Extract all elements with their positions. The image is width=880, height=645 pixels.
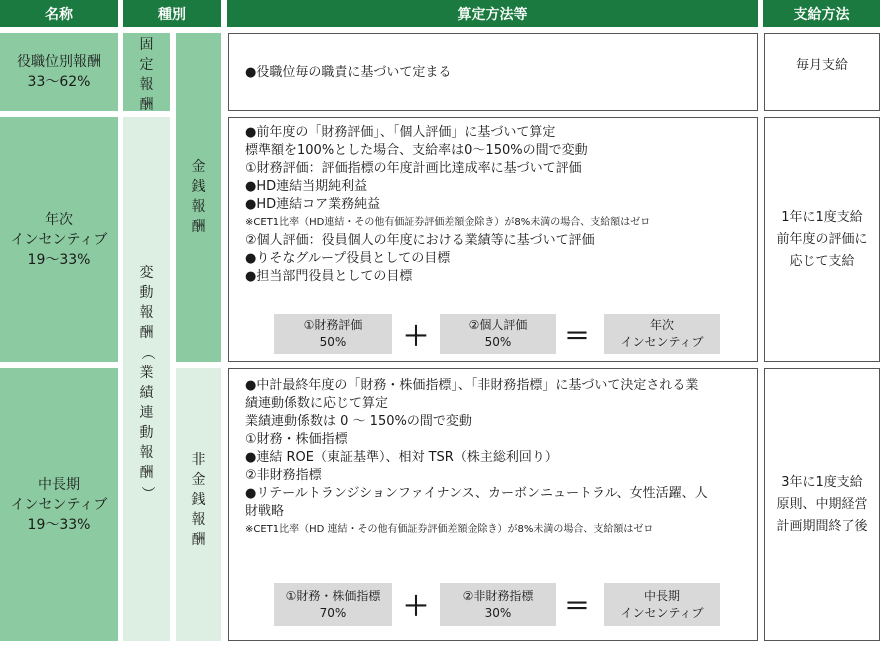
formula-result-line: インセンティブ bbox=[620, 335, 704, 349]
monetary-type-char: 金 bbox=[191, 159, 206, 175]
row2-method-note: ※CET1比率（HD連結・その他有価証券評価差額金除き）が8%未満の場合、支給額はゼロ bbox=[245, 217, 651, 228]
variable-type-char: 報 bbox=[139, 445, 154, 461]
row3-method-line: ●リテールトランジションファイナンス、カーボンニュートラル、女性活躍、人 bbox=[245, 486, 708, 501]
formula-weight: 50% bbox=[484, 335, 512, 349]
row3-method-line: ●中計最終年度の「財務・株価指標」、「非財務指標」に基づいて決定される業 bbox=[245, 378, 699, 393]
plus-operator bbox=[400, 314, 432, 354]
row2-method-line: ●前年度の「財務評価」、「個人評価」に基づいて算定 bbox=[245, 125, 556, 140]
row3-name bbox=[0, 368, 118, 641]
header-method-label: 算定方法等 bbox=[457, 6, 528, 23]
header-type-label: 種別 bbox=[158, 6, 186, 23]
row3-name-line: インセンティブ bbox=[10, 496, 108, 513]
annual-formula-result bbox=[604, 314, 720, 354]
variable-type-char: 績 bbox=[139, 385, 154, 401]
fixed-type-char: 固 bbox=[139, 37, 154, 53]
row2-method-line: ●HD連結コア業務純益 bbox=[245, 197, 381, 212]
row2-payment-line: 1年に1度支給 bbox=[781, 209, 863, 225]
row1-payment-line: 毎月支給 bbox=[795, 58, 848, 73]
variable-type-char: 報 bbox=[139, 305, 154, 321]
midterm-formula-result bbox=[604, 583, 720, 626]
variable-type-char: 酬 bbox=[139, 325, 154, 341]
row1-name bbox=[0, 33, 118, 111]
row3-method-line: 業績連動係数は 0 〜 150%の間で変動 bbox=[245, 414, 472, 429]
monetary-type-char: 銭 bbox=[191, 179, 206, 195]
formula-weight: 70% bbox=[319, 605, 347, 620]
row1-method-line: ●役職位毎の職責に基づいて定まる bbox=[245, 65, 452, 80]
row2-name-percent: 19〜33% bbox=[27, 251, 91, 268]
non-monetary-type-char: 報 bbox=[191, 512, 206, 528]
row3-method-line: 財戦略 bbox=[245, 504, 285, 519]
monetary-type-cell bbox=[176, 33, 221, 362]
variable-type-char: 連 bbox=[139, 405, 154, 421]
row3-name-percent: 19〜33% bbox=[27, 516, 91, 533]
row2-payment-line: 前年度の評価に bbox=[776, 231, 868, 247]
non-monetary-type-char: 酬 bbox=[191, 532, 206, 548]
formula-weight: 50% bbox=[319, 335, 347, 349]
row2-payment-line: 応じて支給 bbox=[789, 253, 855, 269]
monetary-type-char: 報 bbox=[191, 199, 206, 215]
row2-name bbox=[0, 117, 118, 362]
row2-method-line: ①財務評価：評価指標の年度計画比達成率に基づいて評価 bbox=[245, 161, 582, 176]
equals-sign: ＝ bbox=[563, 321, 590, 352]
formula-result-line: 中長期 bbox=[643, 588, 680, 603]
row2-method-line: ●HD連結当期純利益 bbox=[245, 179, 368, 194]
row2-method-line: ●りそなグループ役員としての目標 bbox=[245, 251, 451, 266]
formula-label: ②個人評価 bbox=[468, 318, 528, 332]
row3-method-line: ●連結 ROE（東証基準）、相対 TSR（株主総利回り） bbox=[245, 450, 558, 465]
row1-name-percent: 33〜62% bbox=[27, 74, 91, 90]
variable-type-char: 酬 bbox=[139, 465, 154, 481]
row3-payment-line: 原則、中期経営 bbox=[776, 496, 868, 512]
fixed-type-char: 報 bbox=[139, 77, 154, 93]
row2-method-line: ②個人評価：役員個人の年度における業績等に基づいて評価 bbox=[245, 233, 595, 248]
header-name-label: 名称 bbox=[45, 6, 73, 23]
annual-formula-personal bbox=[440, 314, 556, 354]
variable-type-char: 動 bbox=[139, 425, 154, 441]
formula-result-line: 年次 bbox=[649, 318, 674, 332]
variable-type-char: 業 bbox=[139, 365, 154, 381]
row3-payment-box bbox=[764, 368, 880, 641]
non-monetary-type-char: 金 bbox=[191, 472, 206, 488]
non-monetary-type-char: 銭 bbox=[191, 492, 206, 508]
formula-label: ①財務・株価指標 bbox=[285, 588, 381, 603]
plus-operator bbox=[400, 584, 432, 624]
header-name bbox=[0, 0, 118, 27]
row3-method-line: 績連動係数に応じて算定 bbox=[245, 396, 389, 411]
row1-name-line: 役職位別報酬 bbox=[17, 54, 101, 70]
row2-method-line: ●担当部門役員としての目標 bbox=[245, 269, 413, 284]
row3-name-line: 中長期 bbox=[38, 476, 80, 493]
variable-type-char: 変 bbox=[139, 265, 154, 281]
monetary-type-char: 酬 bbox=[191, 219, 206, 235]
row1-method-box bbox=[228, 33, 758, 111]
header-payment bbox=[763, 0, 880, 27]
formula-label: ①財務評価 bbox=[303, 318, 363, 332]
variable-type-char: （ bbox=[138, 346, 155, 360]
header-payment-label: 支給方法 bbox=[793, 6, 850, 23]
equals-operator bbox=[561, 584, 593, 624]
formula-label: ②非財務指標 bbox=[462, 588, 534, 603]
midterm-formula-financial bbox=[274, 583, 392, 626]
row2-name-line: 年次 bbox=[45, 211, 73, 228]
non-monetary-type-cell bbox=[176, 368, 221, 641]
row3-method-line: ①財務・株価指標 bbox=[245, 432, 348, 447]
row3-payment-line: 3年に1度支給 bbox=[781, 474, 863, 490]
row2-payment-box bbox=[764, 117, 880, 362]
fixed-type-char: 定 bbox=[139, 57, 154, 73]
formula-result-line: インセンティブ bbox=[620, 605, 704, 620]
row2-name-line: インセンティブ bbox=[10, 231, 108, 248]
plus-sign: ＋ bbox=[402, 591, 429, 622]
formula-weight: 30% bbox=[484, 605, 512, 620]
non-monetary-type-char: 非 bbox=[191, 452, 206, 468]
header-type bbox=[123, 0, 221, 27]
equals-operator bbox=[561, 314, 593, 354]
annual-formula-financial bbox=[274, 314, 392, 354]
row3-method-note: ※CET1比率（HD 連結・その他有価証券評価差額金除き）が8%未満の場合、支給額はゼロ bbox=[245, 524, 654, 535]
variable-type-char: ） bbox=[138, 486, 155, 500]
row2-method-line: 標準額を100%とした場合、支給率は0〜150%の間で変動 bbox=[245, 143, 588, 158]
fixed-type-char: 酬 bbox=[139, 97, 154, 113]
header-method bbox=[227, 0, 758, 27]
row3-method-line: ②非財務指標 bbox=[245, 468, 322, 483]
fixed-type-cell bbox=[123, 33, 170, 111]
variable-type-cell bbox=[123, 117, 170, 641]
row1-payment-box bbox=[764, 33, 880, 111]
equals-sign: ＝ bbox=[563, 591, 590, 622]
row3-payment-line: 計画期間終了後 bbox=[776, 518, 868, 534]
variable-type-char: 動 bbox=[139, 285, 154, 301]
plus-sign: ＋ bbox=[402, 321, 429, 352]
midterm-formula-nonfinancial bbox=[440, 583, 556, 626]
